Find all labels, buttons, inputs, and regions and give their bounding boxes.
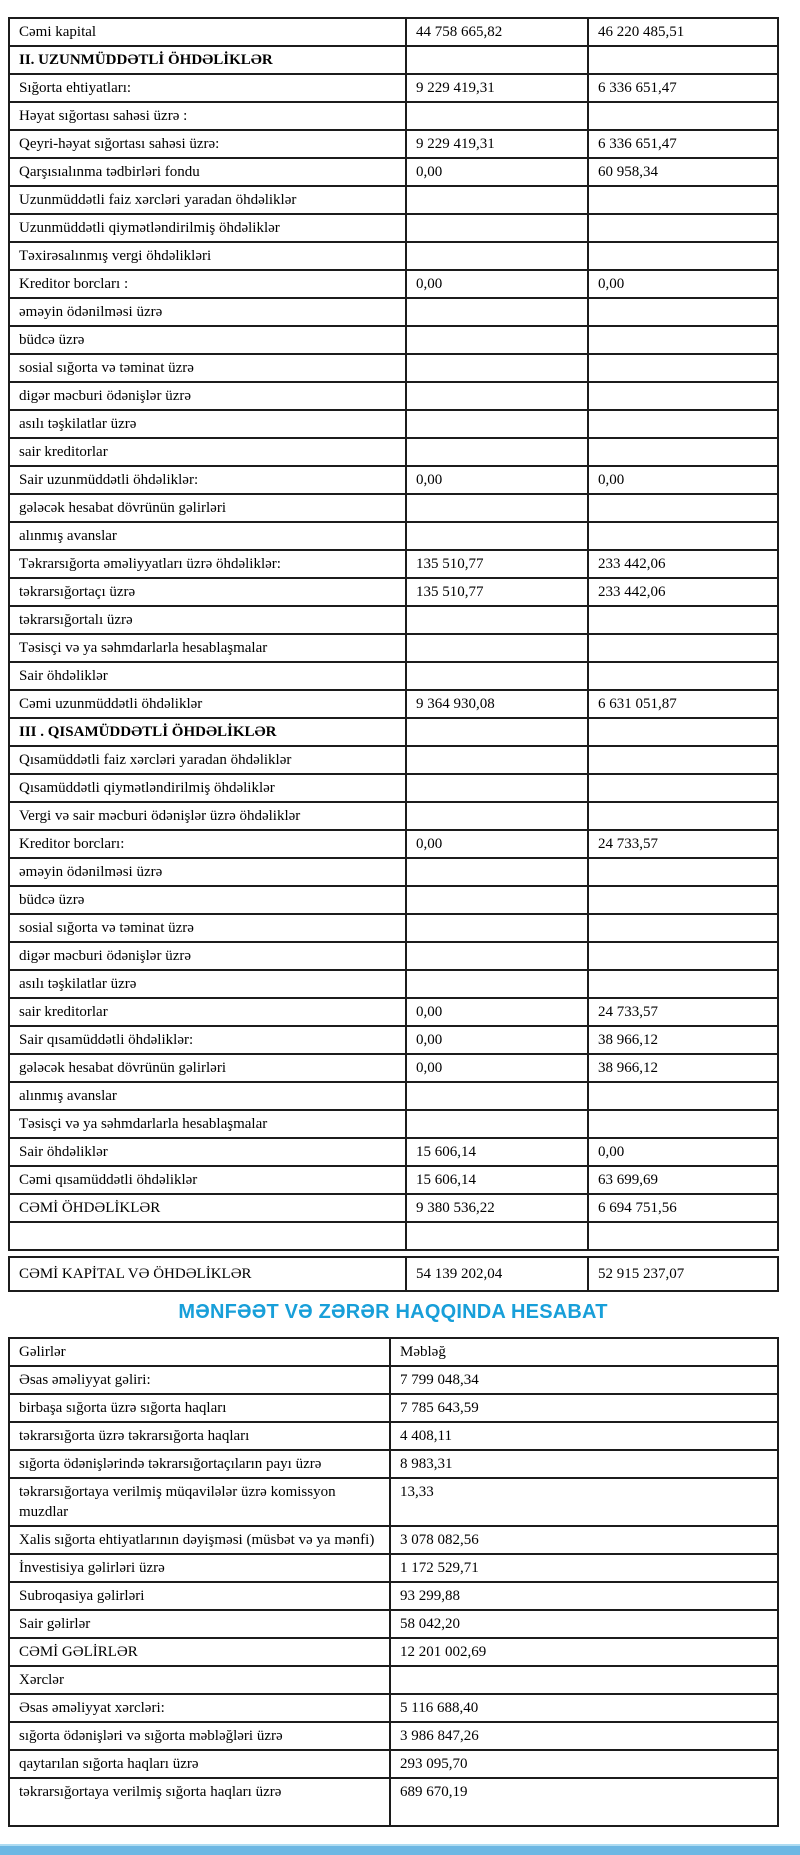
- row-value: [406, 970, 588, 998]
- row-label: Sığorta ehtiyatları:: [9, 74, 406, 102]
- table-row: [9, 578, 778, 606]
- row-value: [588, 382, 778, 410]
- row-value: 9 229 419,31: [406, 130, 588, 158]
- row-value: [406, 438, 588, 466]
- row-value: [406, 606, 588, 634]
- row-label: Uzunmüddətli qiymətləndirilmiş öhdəliklər: [9, 214, 406, 242]
- row-label: Sair öhdəliklər: [9, 1138, 406, 1166]
- table-row: [9, 270, 778, 298]
- table-row: [9, 522, 778, 550]
- row-value: 52 915 237,07: [588, 1257, 778, 1291]
- row-value: [406, 382, 588, 410]
- table-row: [9, 102, 778, 130]
- capital-total-table: [8, 1256, 779, 1292]
- financial-report-page: [8, 17, 778, 1827]
- row-value: 38 966,12: [588, 1054, 778, 1082]
- row-value: [588, 102, 778, 130]
- row-value: 9 229 419,31: [406, 74, 588, 102]
- row-label: gələcək hesabat dövrünün gəlirləri: [9, 494, 406, 522]
- table-row: [9, 1026, 778, 1054]
- row-value: 3 078 082,56: [390, 1526, 778, 1554]
- row-value: 9 380 536,22: [406, 1194, 588, 1222]
- row-label: digər məcburi ödənişlər üzrə: [9, 382, 406, 410]
- table-row: [9, 1366, 778, 1394]
- row-label: qaytarılan sığorta haqları üzrə: [9, 1750, 390, 1778]
- table-row: [9, 354, 778, 382]
- row-label: Sair öhdəliklər: [9, 662, 406, 690]
- row-value: [406, 354, 588, 382]
- row-value: 12 201 002,69: [390, 1638, 778, 1666]
- row-label: Vergi və sair məcburi ödənişlər üzrə öhdəliklər: [9, 802, 406, 830]
- row-value: [588, 634, 778, 662]
- row-label: büdcə üzrə: [9, 326, 406, 354]
- table-row: [9, 886, 778, 914]
- row-label: gələcək hesabat dövrünün gəlirləri: [9, 1054, 406, 1082]
- row-label: Qeyri-həyat sığortası sahəsi üzrə:: [9, 130, 406, 158]
- row-value: 60 958,34: [588, 158, 778, 186]
- row-label: əməyin ödənilməsi üzrə: [9, 858, 406, 886]
- row-value: [390, 1666, 778, 1694]
- row-value: [406, 186, 588, 214]
- table-row: [9, 1054, 778, 1082]
- row-label: sığorta ödənişlərində təkrarsığortaçıların payı üzrə: [9, 1450, 390, 1478]
- table-row: [9, 802, 778, 830]
- row-value: [588, 522, 778, 550]
- row-value: [406, 914, 588, 942]
- row-value: 293 095,70: [390, 1750, 778, 1778]
- row-value: [588, 1222, 778, 1250]
- row-value: [588, 606, 778, 634]
- row-value: 4 408,11: [390, 1422, 778, 1450]
- table-row: [9, 1582, 778, 1610]
- row-label: Həyat sığortası sahəsi üzrə :: [9, 102, 406, 130]
- row-label: Cəmi qısamüddətli öhdəliklər: [9, 1166, 406, 1194]
- table-row: [9, 494, 778, 522]
- row-value: 54 139 202,04: [406, 1257, 588, 1291]
- row-value: [588, 242, 778, 270]
- table-row: [9, 18, 778, 46]
- table-row: [9, 1338, 778, 1366]
- row-value: [588, 214, 778, 242]
- row-value: [406, 298, 588, 326]
- row-label: Təxirəsalınmış vergi öhdəlikləri: [9, 242, 406, 270]
- row-label: təkrarsığortaçı üzrə: [9, 578, 406, 606]
- row-value: [588, 886, 778, 914]
- row-label: İnvestisiya gəlirləri üzrə: [9, 1554, 390, 1582]
- capital-total-rows: [9, 1257, 778, 1291]
- table-row: [9, 74, 778, 102]
- row-value: 233 442,06: [588, 550, 778, 578]
- table-row: [9, 1666, 778, 1694]
- row-value: [588, 970, 778, 998]
- row-label: Təsisçi və ya səhmdarlarla hesablaşmalar: [9, 634, 406, 662]
- row-value: [588, 802, 778, 830]
- row-value: Məbləğ: [390, 1338, 778, 1366]
- row-label: sosial sığorta və təminat üzrə: [9, 914, 406, 942]
- row-value: 0,00: [588, 1138, 778, 1166]
- row-label: Sair gəlirlər: [9, 1610, 390, 1638]
- row-value: 44 758 665,82: [406, 18, 588, 46]
- row-label: Qısamüddətli faiz xərcləri yaradan öhdəliklər: [9, 746, 406, 774]
- table-row: [9, 1610, 778, 1638]
- table-row: [9, 1194, 778, 1222]
- row-label: sair kreditorlar: [9, 438, 406, 466]
- row-value: 38 966,12: [588, 1026, 778, 1054]
- row-value: [588, 354, 778, 382]
- row-value: [588, 298, 778, 326]
- row-label: Xərclər: [9, 1666, 390, 1694]
- row-value: [588, 746, 778, 774]
- row-label: Əsas əməliyyat xərcləri:: [9, 1694, 390, 1722]
- row-value: [588, 1082, 778, 1110]
- row-value: 135 510,77: [406, 578, 588, 606]
- table-row: [9, 914, 778, 942]
- row-label: sığorta ödənişləri və sığorta məbləğləri üzrə: [9, 1722, 390, 1750]
- row-value: 0,00: [406, 270, 588, 298]
- table-row: [9, 158, 778, 186]
- table-row: [9, 634, 778, 662]
- table-row: [9, 186, 778, 214]
- row-value: 93 299,88: [390, 1582, 778, 1610]
- table-row: [9, 46, 778, 74]
- row-value: [406, 242, 588, 270]
- row-value: 0,00: [588, 466, 778, 494]
- row-label: birbaşa sığorta üzrə sığorta haqları: [9, 1394, 390, 1422]
- row-value: [588, 494, 778, 522]
- row-label: asılı təşkilatlar üzrə: [9, 970, 406, 998]
- table-row: [9, 410, 778, 438]
- page-bottom-blue-bar: [0, 1844, 800, 1855]
- table-row: [9, 1110, 778, 1138]
- row-value: [406, 102, 588, 130]
- row-value: [406, 494, 588, 522]
- row-label: təkrarsığortaya verilmiş müqavilələr üzrə komissyon muzdlar: [9, 1478, 390, 1526]
- row-label: Qarşısıalınma tədbirləri fondu: [9, 158, 406, 186]
- row-label: Sair qısamüddətli öhdəliklər:: [9, 1026, 406, 1054]
- row-value: 46 220 485,51: [588, 18, 778, 46]
- row-value: 689 670,19: [390, 1778, 778, 1826]
- row-label: təkrarsığorta üzrə təkrarsığorta haqları: [9, 1422, 390, 1450]
- row-label: əməyin ödənilməsi üzrə: [9, 298, 406, 326]
- table-row: [9, 1166, 778, 1194]
- table-row: [9, 1394, 778, 1422]
- row-label: Əsas əməliyyat gəliri:: [9, 1366, 390, 1394]
- row-value: [588, 438, 778, 466]
- row-label: alınmış avanslar: [9, 522, 406, 550]
- row-value: [588, 774, 778, 802]
- row-value: 8 983,31: [390, 1450, 778, 1478]
- profit-loss-rows: [9, 1338, 778, 1826]
- row-value: 6 694 751,56: [588, 1194, 778, 1222]
- row-value: [406, 522, 588, 550]
- row-value: 6 336 651,47: [588, 74, 778, 102]
- table-row: [9, 550, 778, 578]
- row-value: [588, 326, 778, 354]
- row-value: 1 172 529,71: [390, 1554, 778, 1582]
- row-label: [9, 1222, 406, 1250]
- row-label: CƏMİ KAPİTAL VƏ ÖHDƏLİKLƏR: [9, 1257, 406, 1291]
- table-row: [9, 858, 778, 886]
- row-value: 63 699,69: [588, 1166, 778, 1194]
- row-value: [406, 634, 588, 662]
- row-label: III . QISAMÜDDƏTLİ ÖHDƏLİKLƏR: [9, 718, 406, 746]
- table-row: [9, 1222, 778, 1250]
- row-label: Təkrarsığorta əməliyyatları üzrə öhdəliklər:: [9, 550, 406, 578]
- table-row: [9, 998, 778, 1026]
- row-label: sair kreditorlar: [9, 998, 406, 1026]
- row-label: asılı təşkilatlar üzrə: [9, 410, 406, 438]
- balance-sheet-liabilities-table: [8, 17, 779, 1251]
- row-label: CƏMİ GƏLİRLƏR: [9, 1638, 390, 1666]
- row-value: [406, 858, 588, 886]
- row-value: [406, 326, 588, 354]
- row-value: 0,00: [406, 830, 588, 858]
- row-label: təkrarsığortalı üzrə: [9, 606, 406, 634]
- row-value: [588, 46, 778, 74]
- row-value: [406, 1082, 588, 1110]
- table-row: [9, 438, 778, 466]
- table-row: [9, 690, 778, 718]
- row-label: sosial sığorta və təminat üzrə: [9, 354, 406, 382]
- table-row: [9, 942, 778, 970]
- row-label: Kreditor borcları:: [9, 830, 406, 858]
- row-value: [406, 774, 588, 802]
- row-value: 0,00: [588, 270, 778, 298]
- row-value: [406, 214, 588, 242]
- row-value: [406, 1222, 588, 1250]
- row-value: [588, 942, 778, 970]
- row-value: 0,00: [406, 1054, 588, 1082]
- row-value: 9 364 930,08: [406, 690, 588, 718]
- row-value: 135 510,77: [406, 550, 588, 578]
- row-value: 24 733,57: [588, 998, 778, 1026]
- row-label: alınmış avanslar: [9, 1082, 406, 1110]
- row-label: Uzunmüddətli faiz xərcləri yaradan öhdəliklər: [9, 186, 406, 214]
- row-value: [406, 1110, 588, 1138]
- row-value: 24 733,57: [588, 830, 778, 858]
- row-label: Subroqasiya gəlirləri: [9, 1582, 390, 1610]
- row-value: 6 631 051,87: [588, 690, 778, 718]
- table-row: [9, 1750, 778, 1778]
- table-row: [9, 1778, 778, 1826]
- row-label: Kreditor borcları :: [9, 270, 406, 298]
- row-label: Cəmi uzunmüddətli öhdəliklər: [9, 690, 406, 718]
- table-row: [9, 718, 778, 746]
- row-value: [406, 46, 588, 74]
- table-row: [9, 326, 778, 354]
- table-row: [9, 970, 778, 998]
- row-value: [588, 914, 778, 942]
- row-label: II. UZUNMÜDDƏTLİ ÖHDƏLİKLƏR: [9, 46, 406, 74]
- row-value: 0,00: [406, 158, 588, 186]
- row-value: 0,00: [406, 1026, 588, 1054]
- row-value: 6 336 651,47: [588, 130, 778, 158]
- row-label: Xalis sığorta ehtiyatlarının dəyişməsi (müsbət və ya mənfi): [9, 1526, 390, 1554]
- table-row: [9, 1722, 778, 1750]
- row-value: 7 785 643,59: [390, 1394, 778, 1422]
- row-label: Cəmi kapital: [9, 18, 406, 46]
- row-value: [406, 802, 588, 830]
- table-row: [9, 1694, 778, 1722]
- profit-loss-report-title: MƏNFƏƏT VƏ ZƏRƏR HAQQINDA HESABAT: [178, 1301, 608, 1323]
- table-row: [9, 1450, 778, 1478]
- row-value: 3 986 847,26: [390, 1722, 778, 1750]
- row-value: [588, 1110, 778, 1138]
- row-value: 13,33: [390, 1478, 778, 1526]
- table-row: [9, 466, 778, 494]
- row-value: 7 799 048,34: [390, 1366, 778, 1394]
- table-row: [9, 1638, 778, 1666]
- table-row: [9, 830, 778, 858]
- table-row: [9, 1478, 778, 1526]
- table-row: [9, 298, 778, 326]
- table-row: [9, 1082, 778, 1110]
- table-row: [9, 1422, 778, 1450]
- row-value: [406, 662, 588, 690]
- table-row: [9, 662, 778, 690]
- table-row: [9, 242, 778, 270]
- row-label: büdcə üzrə: [9, 886, 406, 914]
- row-label: digər məcburi ödənişlər üzrə: [9, 942, 406, 970]
- balance-sheet-rows: [9, 18, 778, 1250]
- row-value: [588, 186, 778, 214]
- table-row: [9, 1257, 778, 1291]
- table-row: [9, 1554, 778, 1582]
- row-value: [588, 662, 778, 690]
- table-row: [9, 130, 778, 158]
- row-value: [406, 746, 588, 774]
- table-row: [9, 606, 778, 634]
- table-row: [9, 1526, 778, 1554]
- row-value: [588, 858, 778, 886]
- row-label: Təsisçi və ya səhmdarlarla hesablaşmalar: [9, 1110, 406, 1138]
- row-label: CƏMİ ÖHDƏLİKLƏR: [9, 1194, 406, 1222]
- row-value: 233 442,06: [588, 578, 778, 606]
- row-label: Qısamüddətli qiymətləndirilmiş öhdəliklər: [9, 774, 406, 802]
- row-label: təkrarsığortaya verilmiş sığorta haqları üzrə: [9, 1778, 390, 1826]
- profit-loss-table: [8, 1337, 779, 1827]
- row-value: 58 042,20: [390, 1610, 778, 1638]
- row-value: [406, 718, 588, 746]
- row-value: [406, 886, 588, 914]
- table-row: [9, 382, 778, 410]
- row-label: Gəlirlər: [9, 1338, 390, 1366]
- row-value: [588, 410, 778, 438]
- row-value: 0,00: [406, 998, 588, 1026]
- row-value: [406, 410, 588, 438]
- table-row: [9, 746, 778, 774]
- row-value: [588, 718, 778, 746]
- table-row: [9, 774, 778, 802]
- row-value: 15 606,14: [406, 1138, 588, 1166]
- row-value: [406, 942, 588, 970]
- table-row: [9, 1138, 778, 1166]
- table-row: [9, 214, 778, 242]
- row-value: 15 606,14: [406, 1166, 588, 1194]
- row-value: 5 116 688,40: [390, 1694, 778, 1722]
- row-label: Sair uzunmüddətli öhdəliklər:: [9, 466, 406, 494]
- row-value: 0,00: [406, 466, 588, 494]
